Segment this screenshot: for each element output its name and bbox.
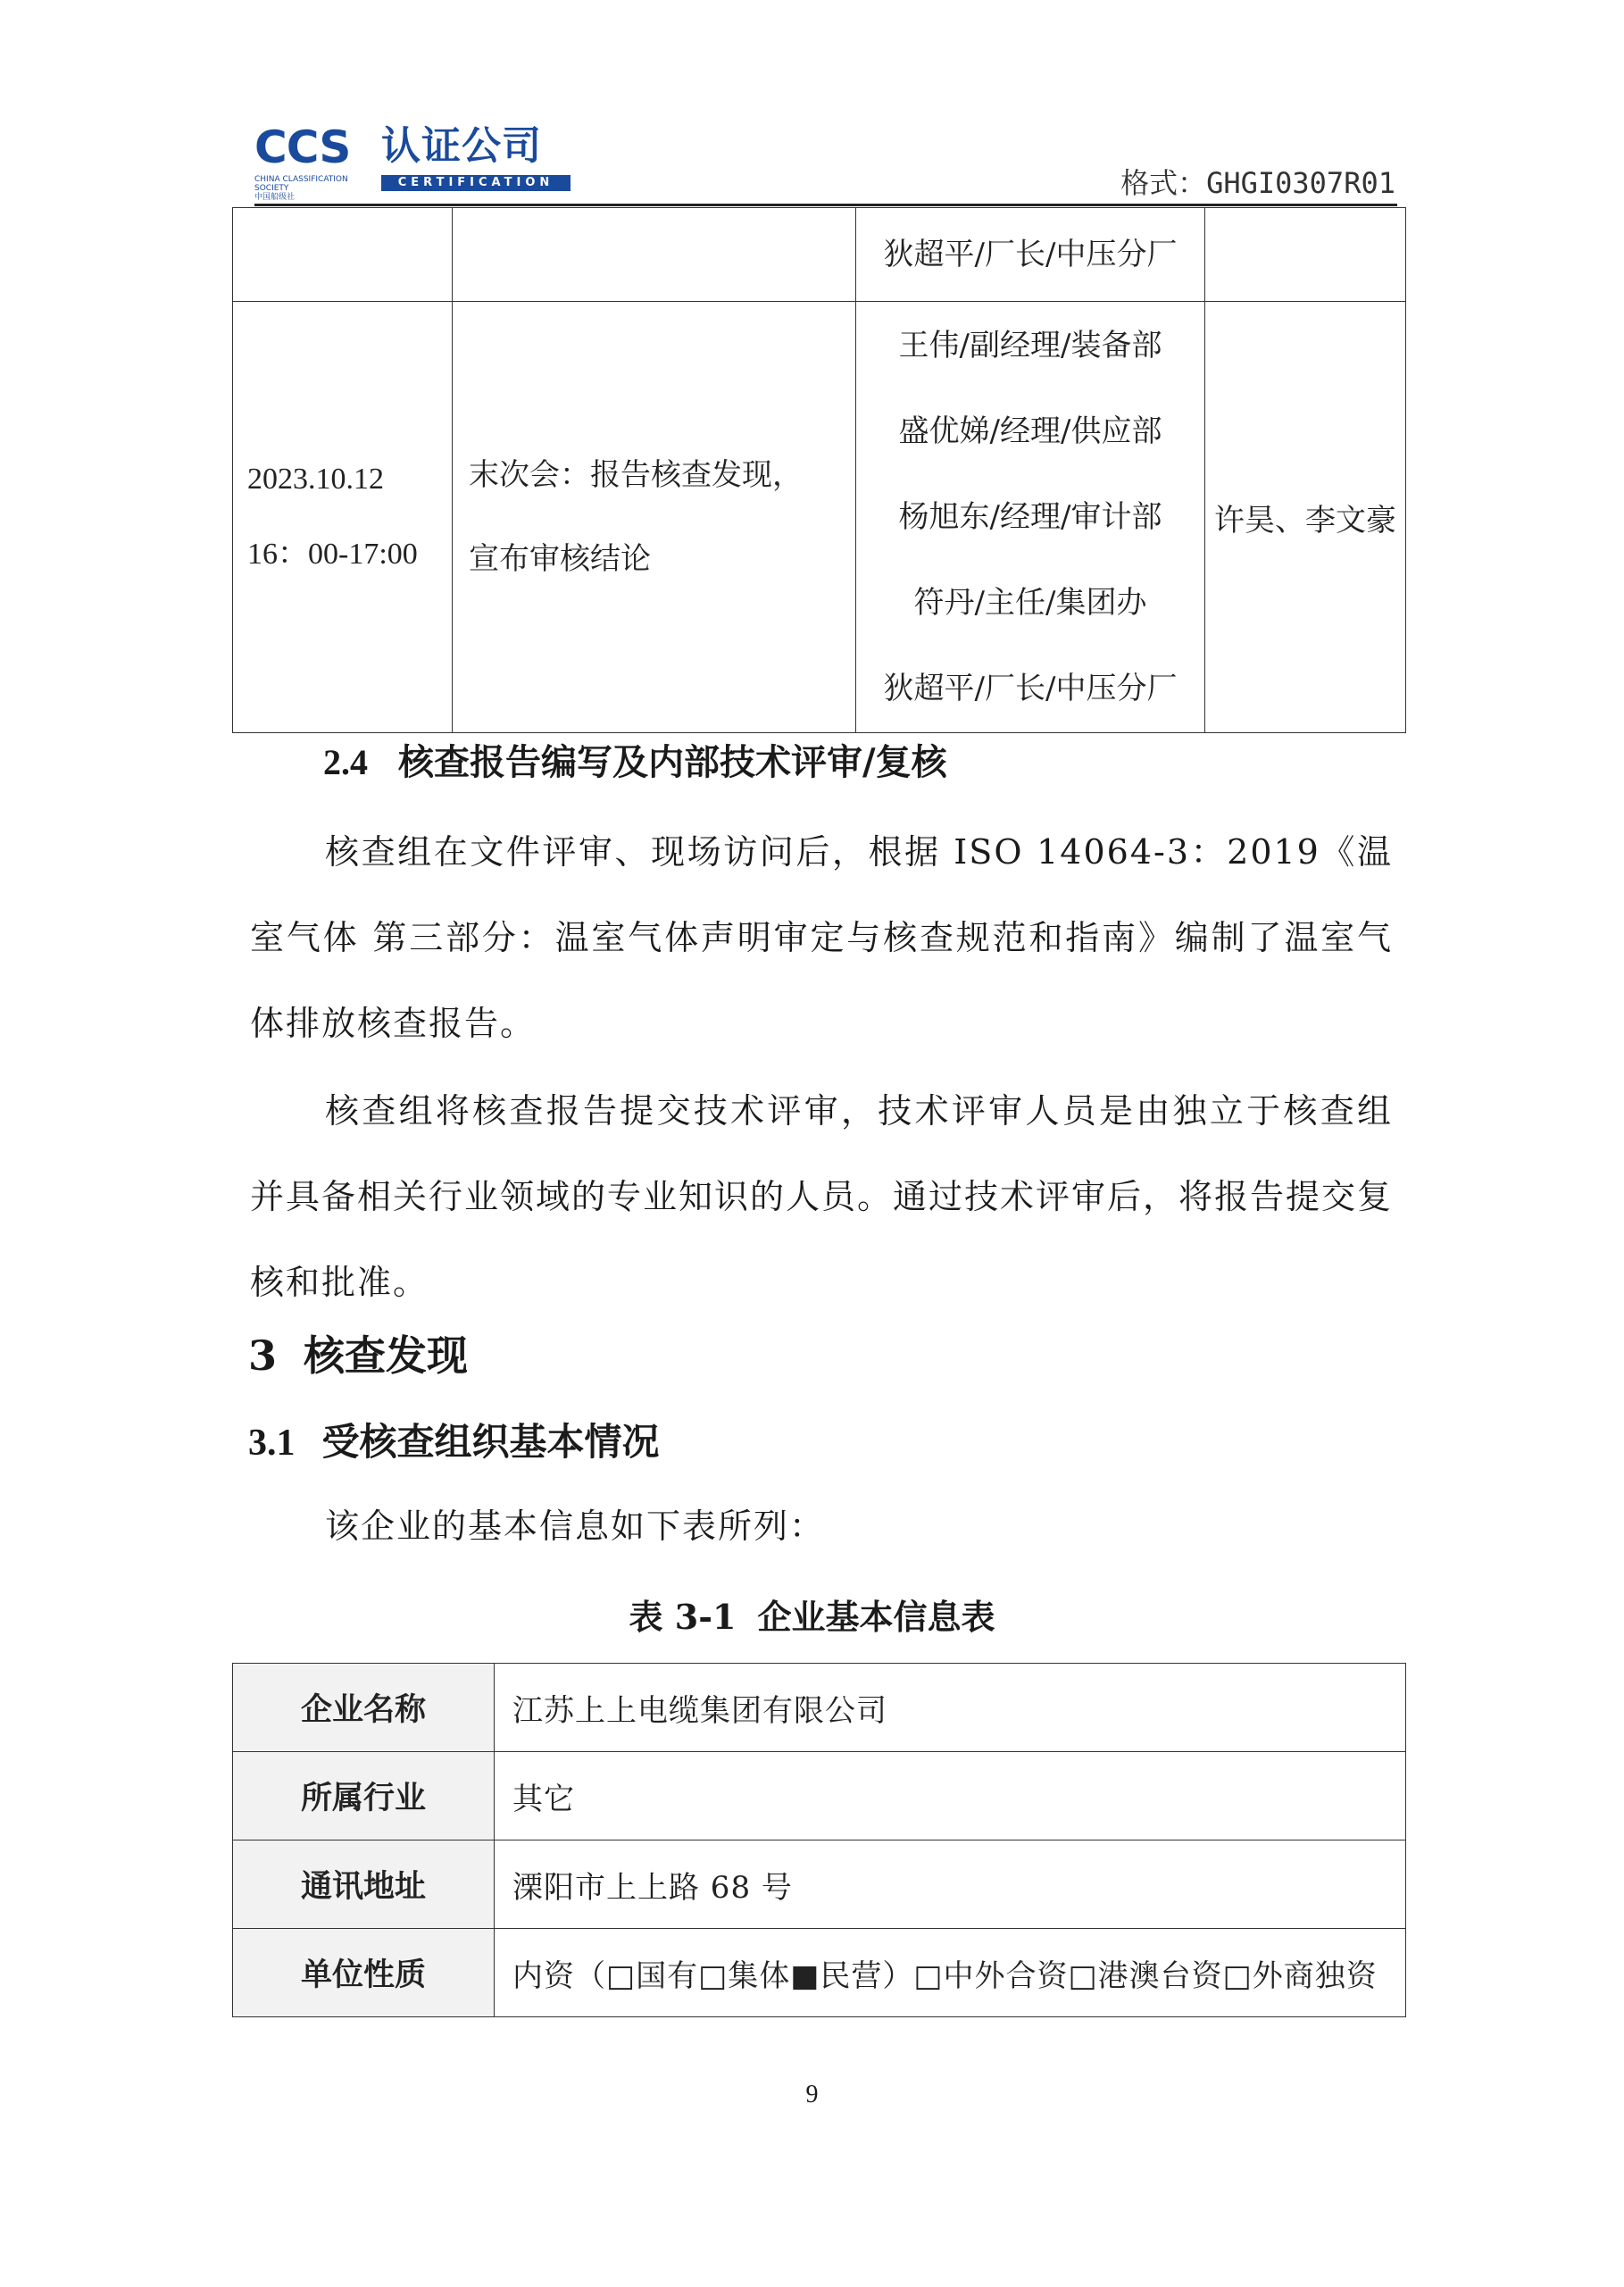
section-title: 核查报告编写及内部技术评审/复核	[398, 741, 947, 783]
company-info-table	[232, 1663, 1406, 2017]
meeting-content-line: 末次会：报告核查发现，	[469, 457, 803, 493]
content-cell	[453, 302, 856, 733]
auditors-cell: 许昊、李文豪	[1205, 302, 1406, 733]
people-cell: 狄超平/厂长/中压分厂	[856, 208, 1205, 302]
ccs-logo	[254, 121, 576, 202]
field-label: 单位性质	[233, 1929, 495, 2017]
field-label: 通讯地址	[233, 1840, 495, 1929]
table-row	[233, 1840, 1406, 1929]
field-value: 内资（□国有□集体■民营）□中外合资□港澳台资□外商独资	[495, 1929, 1406, 2017]
body-paragraph: 核查组在文件评审、现场访问后，根据 ISO 14064-3：2019《温室气体 第三部分：温室气体声明审定与核查规范和指南》编制了温室气体排放核查报告。	[250, 832, 1393, 1043]
intro-text: 该企业的基本信息如下表所列：	[325, 1507, 826, 1546]
logo-ccs-text: CCS	[254, 121, 351, 173]
schedule-table	[232, 207, 1406, 733]
meeting-content-line: 宣布审核结论	[469, 541, 651, 577]
logo-certification-bar: CERTIFICATION	[381, 175, 570, 191]
logo-sub-en: CHINA CLASSIFICATION SOCIETY	[254, 175, 348, 193]
date-cell	[233, 208, 453, 302]
section-heading-3-1	[248, 1413, 660, 1466]
section-title: 核查发现	[304, 1331, 469, 1380]
table-row	[233, 302, 1406, 733]
people-cell	[856, 302, 1205, 733]
person-entry: 王伟/副经理/装备部	[898, 328, 1162, 363]
format-code: 格式：GHGI0307R01	[1120, 166, 1395, 200]
table-row	[233, 1752, 1406, 1840]
date-cell	[233, 302, 453, 733]
table-row	[233, 1929, 1406, 2017]
table-row	[233, 1664, 1406, 1752]
table-row	[233, 208, 1406, 302]
section-number: 3	[248, 1331, 278, 1380]
person-entry: 杨旭东/经理/审计部	[898, 499, 1162, 535]
logo-sub-cn: 中国船级社	[254, 193, 296, 202]
person-entry: 符丹/主任/集团办	[913, 585, 1147, 621]
table-caption	[0, 1590, 1624, 1639]
section-number: 3.1	[248, 1423, 296, 1464]
meeting-time: 16：00-17:00	[247, 538, 418, 571]
field-label: 所属行业	[233, 1752, 495, 1840]
logo-sub-text	[254, 175, 362, 202]
auditors-cell	[1205, 208, 1406, 302]
section-heading-3	[248, 1323, 468, 1382]
field-value: 溧阳市上上路 68 号	[495, 1840, 1406, 1929]
section-heading-2-4	[323, 734, 947, 785]
content-cell	[453, 208, 856, 302]
table-caption-title: 企业基本信息表	[757, 1597, 995, 1637]
meeting-date: 2023.10.12	[247, 463, 384, 496]
header-divider	[254, 204, 1397, 206]
section-number: 2.4	[323, 742, 368, 782]
field-value: 其它	[495, 1752, 1406, 1840]
person-entry: 盛优娣/经理/供应部	[898, 413, 1162, 449]
page-number: 9	[805, 2081, 819, 2108]
person-entry: 狄超平/厂长/中压分厂	[883, 671, 1178, 706]
logo-cn-text: 认证公司	[381, 123, 542, 169]
section-title: 受核查组织基本情况	[321, 1420, 660, 1464]
body-paragraph: 核查组将核查报告提交技术评审，技术评审人员是由独立于核查组并具备相关行业领域的专业知识的人员。通过技术评审后，将报告提交复核和批准。	[250, 1091, 1394, 1302]
table-caption-label: 表 3-1	[629, 1597, 737, 1637]
field-value: 江苏上上电缆集团有限公司	[495, 1664, 1406, 1752]
field-label: 企业名称	[233, 1664, 495, 1752]
